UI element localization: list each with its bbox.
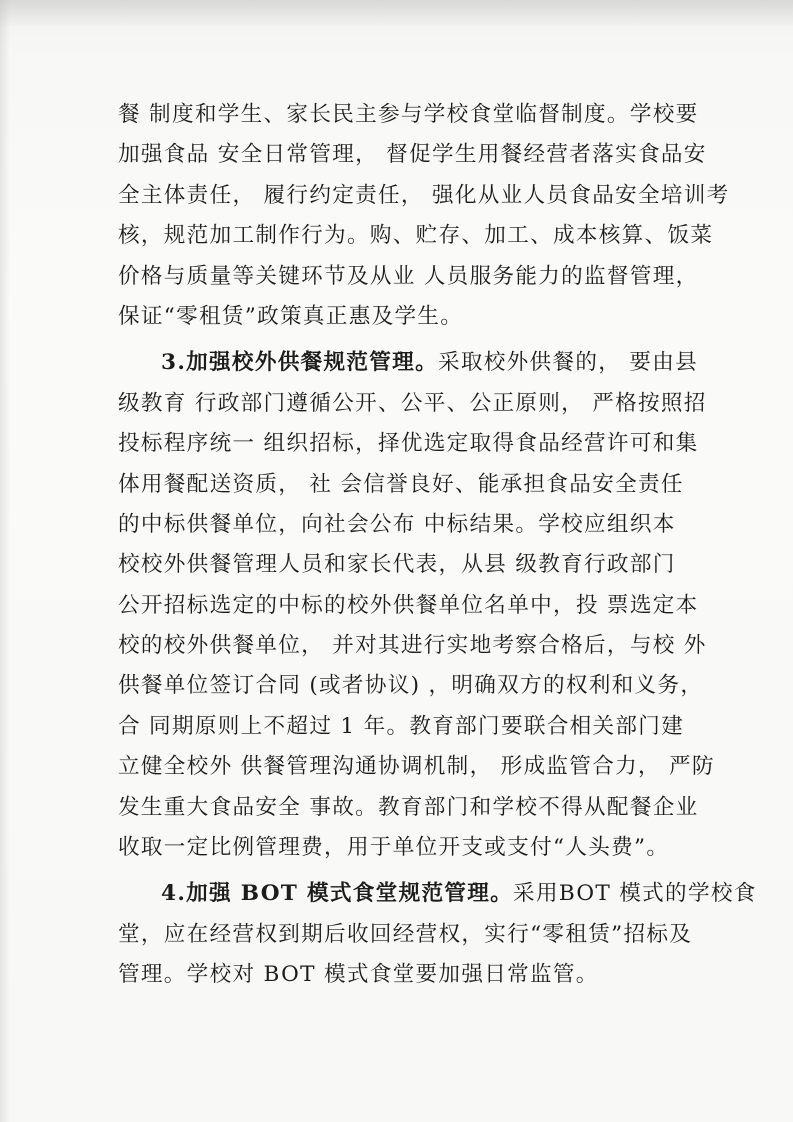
text-line: 体用餐配送资质， 社 会信誉良好、能承担食品安全责任 (118, 471, 684, 497)
scan-shadow-left (0, 0, 10, 1122)
text-line: 级教育 行政部门遵循公开、公平、公正原则， 严格按照招 (118, 390, 707, 416)
paragraph-bot-canteen (118, 874, 757, 995)
text-line: 价格与质量等关键环节及从业 人员服务能力的监督管理， (118, 263, 699, 289)
text-line: 核，规范加工制作行为。购、贮存、加工、成本核算、饭菜 (118, 223, 714, 249)
text-run: 采用BOT 模式的学校食 (513, 881, 757, 907)
paragraph-off-campus-catering (118, 343, 715, 868)
text-run: 采取校外供餐的， 要由县 (437, 350, 698, 376)
text-line: 供餐单位签订合同 (或者协议) ，明确双方的权利和义务， (118, 673, 704, 699)
text-line: 加强食品 安全日常管理， 督促学生用餐经营者落实食品安 (118, 142, 707, 168)
text-line: 公开招标选定的中标的校外供餐单位名单中，投 票选定本 (118, 592, 699, 618)
scan-shadow-top (0, 0, 793, 28)
text-line: 立健全校外 供餐管理沟通协调机制， 形成监管合力， 严防 (118, 754, 715, 780)
text-line: 管理。学校对 BOT 模式食堂要加强日常监管。 (118, 962, 599, 988)
text-line: 堂，应在经营权到期后收回经营权，实行“零租赁”招标及 (118, 921, 693, 947)
text-line: 校的校外供餐单位， 并对其进行实地考察合格后，与校 外 (118, 633, 707, 659)
text-line: 餐 制度和学生、家长民主参与学校食堂临督制度。学校要 (118, 102, 699, 127)
text-line: 校校外供餐管理人员和家长代表，从县 级教育行政部门 (118, 552, 676, 578)
text-line: 投标程序统一 组织招标，择优选定取得食品经营许可和集 (118, 431, 699, 457)
text-line: 的中标供餐单位，向社会公布 中标结果。学校应组织本 (118, 511, 676, 537)
section-heading-4: 4.加强 BOT 模式食堂规范管理。 (161, 881, 514, 907)
text-line (118, 874, 757, 914)
text-line (118, 343, 698, 383)
text-line: 合 同期原则上不超过 1 年。教育部门要联合相关部门建 (118, 713, 685, 739)
text-line: 收取一定比例管理费，用于单位开支或支付“人头费”。 (118, 835, 670, 861)
paragraph-school-canteen-management (118, 95, 730, 337)
document-body (118, 95, 757, 996)
text-line: 全主体责任， 履行约定责任， 强化从业人员食品安全培训考 (118, 182, 730, 208)
text-line: 发生重大食品安全 事故。教育部门和学校不得从配餐企业 (118, 794, 699, 820)
section-heading-3: 3.加强校外供餐规范管理。 (161, 350, 438, 376)
text-line: 保证“零租赁”政策真正惠及学生。 (118, 303, 464, 329)
